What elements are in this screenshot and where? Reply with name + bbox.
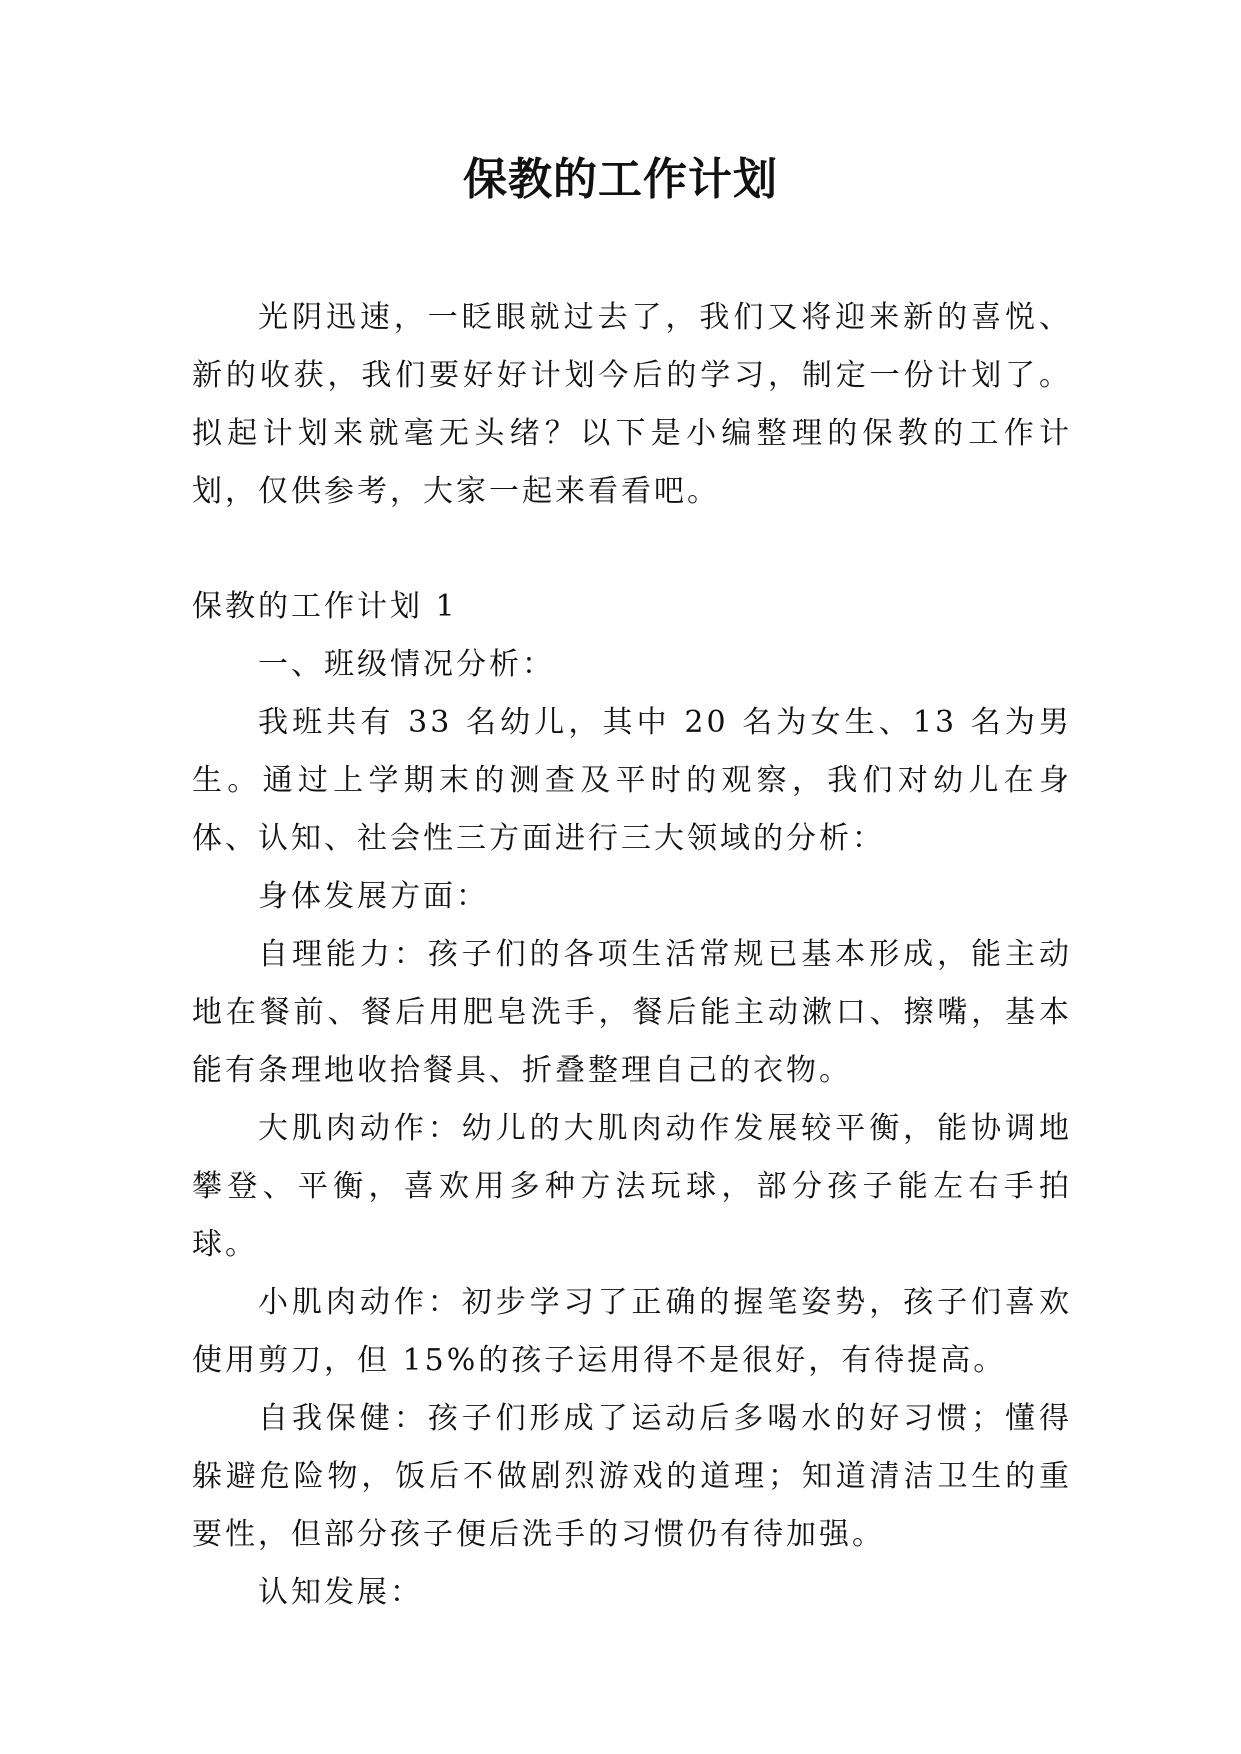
paragraph-physical-development-heading: 身体发展方面： [258,879,489,914]
intro-section [192,289,1072,521]
section-heading: 保教的工作计划 1 [192,589,458,624]
plan-section [192,578,1072,1622]
paragraph-gross-motor: 大肌肉动作：幼儿的大肌肉动作发展较平衡，能协调地攀登、平衡，喜欢用多种方法玩球，部分孩子能左右手拍球。 [192,1111,1072,1262]
paragraph-fine-motor: 小肌肉动作：初步学习了正确的握笔姿势，孩子们喜欢使用剪刀，但 15%的孩子运用得不是很好，有待提高。 [192,1285,1072,1378]
paragraph-class-analysis-heading: 一、班级情况分析： [258,647,555,682]
paragraph-self-care: 自理能力：孩子们的各项生活常规已基本形成，能主动地在餐前、餐后用肥皂洗手，餐后能主动漱口、擦嘴，基本能有条理地收拾餐具、折叠整理自己的衣物。 [192,937,1072,1088]
paragraph-cognitive-development-heading: 认知发展： [258,1575,423,1610]
intro-paragraph: 光阴迅速，一眨眼就过去了，我们又将迎来新的喜悦、新的收获，我们要好好计划今后的学习，制定一份计划了。拟起计划来就毫无头绪？以下是小编整理的保教的工作计划，仅供参考，大家一起来看看吧。 [192,300,1072,509]
document-title: 保教的工作计划 [463,154,778,205]
paragraph-class-composition: 我班共有 33 名幼儿，其中 20 名为女生、13 名为男生。通过上学期末的测查及平时的观察，我们对幼儿在身体、认知、社会性三方面进行三大领域的分析： [192,705,1072,856]
paragraph-self-health: 自我保健：孩子们形成了运动后多喝水的好习惯；懂得躲避危险物，饭后不做剧烈游戏的道理；知道清洁卫生的重要性，但部分孩子便后洗手的习惯仍有待加强。 [192,1401,1072,1552]
